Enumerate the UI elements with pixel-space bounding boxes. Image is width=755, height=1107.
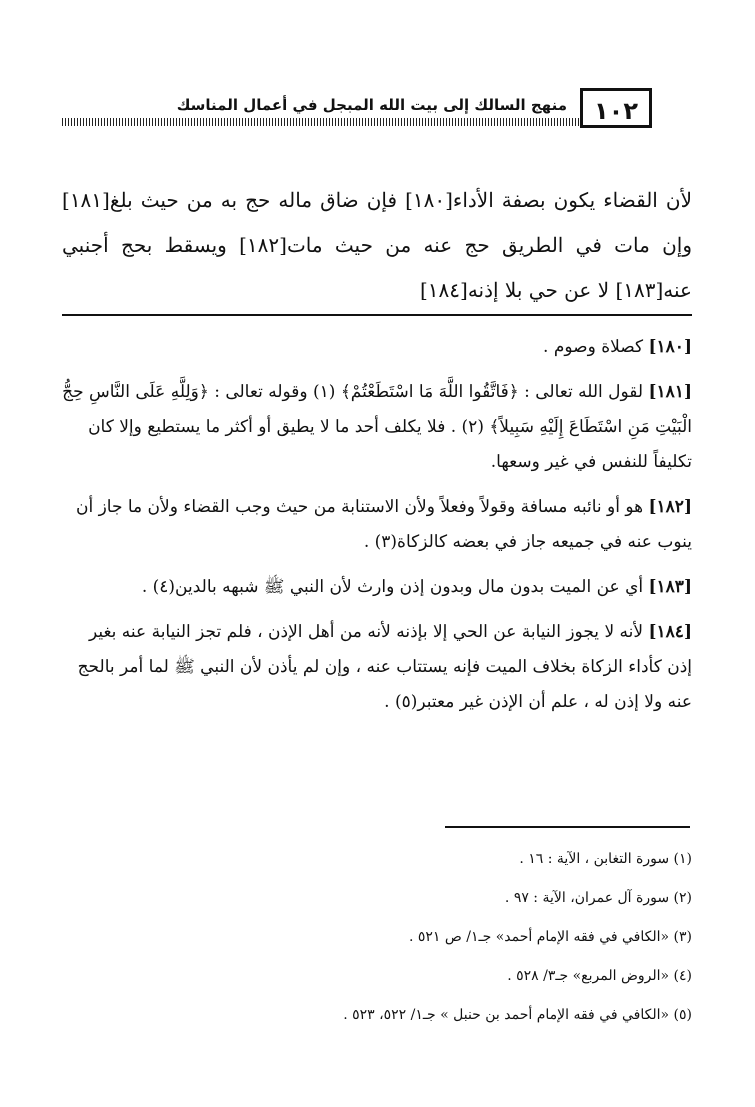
footnotes bbox=[62, 840, 692, 1035]
commentary-notes bbox=[62, 330, 692, 730]
note-182 bbox=[62, 490, 692, 560]
footnote-rule bbox=[445, 826, 690, 828]
note-text: كصلاة وصوم . bbox=[543, 337, 644, 357]
footnote-2: (٢) سورة آل عمران، الآية : ٩٧ . bbox=[504, 890, 692, 906]
note-183 bbox=[62, 570, 692, 605]
page-header bbox=[62, 82, 692, 130]
header-rule bbox=[62, 118, 580, 126]
note-text: هو أو نائبه مسافة وقولاً وفعلاً ولأن الاستنابة من حيث وجب القضاء ولأن ما جاز أن ينوب عنه في جميعه جاز في بعضه كالزكاة(٣) . bbox=[75, 497, 692, 552]
note-number: [١٨١] bbox=[648, 382, 692, 402]
running-title: منهج السالك إلى بيت الله المبجل في أعمال المناسك bbox=[176, 96, 567, 114]
note-184 bbox=[62, 615, 692, 720]
footnote-4: (٤) «الروض المربع» جـ٣/ ٥٢٨ . bbox=[507, 968, 692, 984]
note-180 bbox=[62, 330, 692, 365]
note-text: أي عن الميت بدون مال وبدون إذن وارث لأن النبي ﷺ شبهه بالدين(٤) . bbox=[141, 577, 644, 597]
footnote-1: (١) سورة التغابن ، الآية : ١٦ . bbox=[519, 851, 692, 867]
note-number: [١٨٠] bbox=[648, 337, 692, 357]
note-number: [١٨٣] bbox=[648, 577, 692, 597]
note-text: لقول الله تعالى : ﴿فَاتَّقُوا اللَّهَ مَا اسْتَطَعْتُمْ﴾ (١) وقوله تعالى : ﴿وَلِلَّهِ عَلَى النَّاسِ حِجُّ الْبَيْتِ مَنِ اسْتَطَاعَ إِلَيْهِ سَبِيلاً﴾ (٢) . فلا يكلف أحد ما لا يطيق أو أكثر ما يستطيع وإلا كان تكليفاً للنفس في غير وسعها. bbox=[62, 382, 692, 472]
note-text: لأنه لا يجوز النيابة عن الحي إلا بإذنه لأنه من أهل الإذن ، فلم تجز النيابة عنه بغير إذن كأداء الزكاة بخلاف الميت فإنه يستتاب عنه ، وإن لم يأذن لأن النبي ﷺ لما أمر بالحج عنه ولا إذن له ، علم أن الإذن غير معتبر(٥) . bbox=[77, 622, 692, 712]
main-text bbox=[62, 178, 692, 313]
note-181 bbox=[62, 375, 692, 480]
note-number: [١٨٤] bbox=[648, 622, 692, 642]
note-number: [١٨٢] bbox=[648, 497, 692, 517]
separator-rule bbox=[62, 314, 692, 316]
page-number: ١٠٢ bbox=[580, 88, 652, 128]
main-paragraph: لأن القضاء يكون بصفة الأداء[١٨٠] فإن ضاق ماله حج به من حيث بلغ[١٨١] وإن مات في الطريق حج عنه من حيث مات[١٨٢] ويسقط بحج أجنبي عنه[١٨٣] لا عن حي بلا إذنه[١٨٤] bbox=[62, 188, 693, 302]
footnote-3: (٣) «الكافي في فقه الإمام أحمد» جـ١/ ص ٥٢١ . bbox=[408, 929, 692, 945]
footnote-5: (٥) «الكافي في فقه الإمام أحمد بن حنبل » جـ١/ ٥٢٢، ٥٢٣ . bbox=[343, 1007, 692, 1023]
